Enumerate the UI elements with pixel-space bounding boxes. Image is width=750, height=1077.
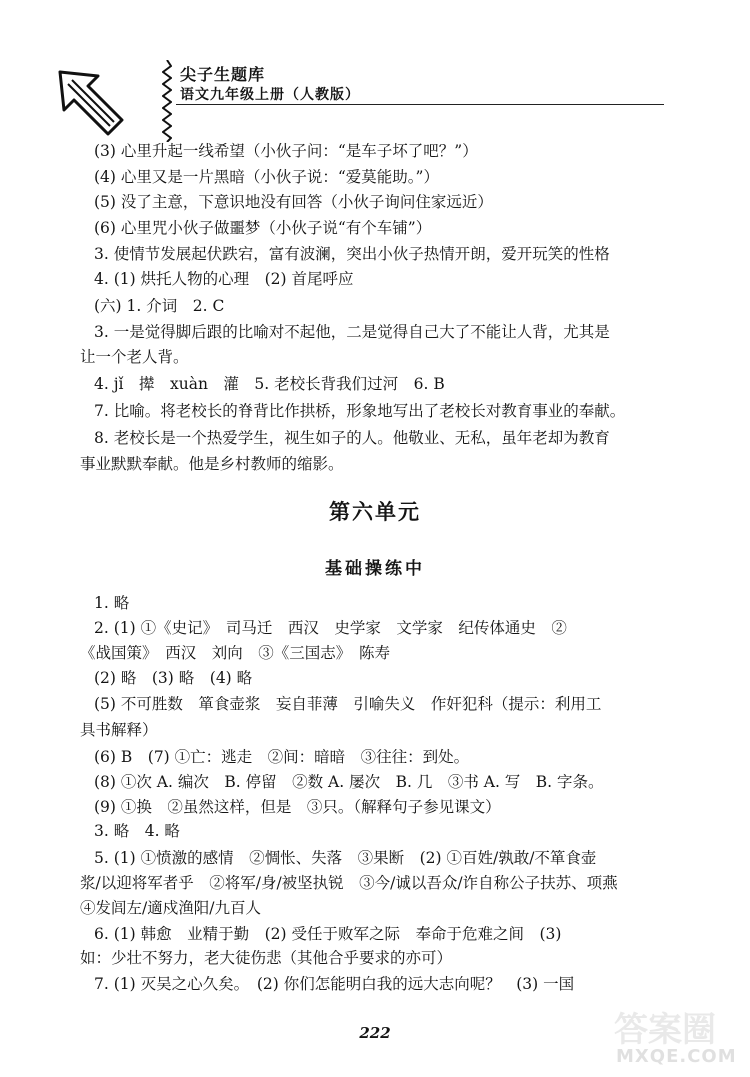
book-subtitle: 语文九年级上册（人教版） [180,87,360,103]
answer-line: 7. 比喻。将老校长的脊背比作拱桥，形象地写出了老校长对教育事业的奉献。 [94,402,626,420]
answer-line: (3) 心里升起一线希望（小伙子问：“是车子坏了吧？”） [94,142,478,160]
answer-line: (8) ①次 A. 编次 B. 停留 ②数 A. 屡次 B. 几 ③书 A. 写 B. 字条。 [94,773,604,791]
answer-line: 3. 略 4. 略 [94,822,180,840]
section-title: 基础操练中 [325,559,425,579]
answer-line: ④发闾左/適戍渔阳/九百人 [80,899,261,917]
wavy-divider [162,60,172,142]
answer-line: (六) 1. 介词 2. C [94,297,225,315]
answer-line: (6) 心里咒小伙子做噩梦（小伙子说“有个车铺”） [94,219,432,237]
watermark-url: MXQE.COM [616,1046,737,1067]
header-rule [176,104,664,105]
answer-line: 4. (1) 烘托人物的心理 (2) 首尾呼应 [94,270,354,288]
answer-line: 3. 一是觉得脚后跟的比喻对不起他，二是觉得自己大了不能让人背，尤其是 [94,323,610,341]
up-left-arrow-icon [58,70,126,138]
book-title: 尖子生题库 [180,65,266,84]
page-number: 222 [359,1024,391,1042]
answer-line: (2) 略 (3) 略 (4) 略 [94,669,253,687]
page-header [52,56,664,148]
answer-line: (9) ①换 ②虽然这样，但是 ③只。（解释句子参见课文） [94,798,501,816]
answer-line: (5) 没了主意，下意识地没有回答（小伙子询问住家远近） [94,193,493,211]
answer-line: 5. (1) ①愤激的感情 ②惆怅、失落 ③果断 (2) ①百姓/孰敢/不箪食壶 [94,849,597,867]
answer-line: (5) 不可胜数 箪食壶浆 妄自菲薄 引喻失义 作奸犯科（提示：利用工 [94,695,602,713]
answer-line: (6) B (7) ①亡：逃走 ②间：暗暗 ③往往：到处。 [94,748,470,766]
answer-line: 1. 略 [94,594,130,612]
answer-line: 6. (1) 韩愈 业精于勤 (2) 受任于败军之际 奉命于危难之间 (3) [94,925,562,943]
answer-line: 《战国策》 西汉 刘向 ③《三国志》 陈寿 [80,644,391,662]
unit-title: 第六单元 [329,499,421,524]
answer-line: 如：少壮不努力，老大徒伤悲（其他合乎要求的亦可） [80,949,453,967]
answer-line: 事业默默奉献。他是乡村教师的缩影。 [80,455,344,473]
answer-line: 3. 使情节发展起伏跌宕，富有波澜，突出小伙子热情开朗，爱开玩笑的性格 [94,245,610,263]
answer-line: (4) 心里又是一片黑暗（小伙子说：“爱莫能助。”） [94,168,439,186]
answer-line: 浆/以迎将军者乎 ②将军/身/被坚执锐 ③今/诚以吾众/诈自称公子扶苏、项燕 [80,874,618,892]
answer-line: 2. (1) ①《史记》 司马迁 西汉 史学家 文学家 纪传体通史 ② [94,619,567,637]
answer-line: 4. jǐ 撵 xuàn 灌 5. 老校长背我们过河 6. B [94,375,445,393]
watermark-logo-text: 答案圈 [614,1010,716,1050]
answer-line: 让一个老人背。 [80,348,189,366]
answer-line: 7. (1) 灭吴之心久矣。 (2) 你们怎能明白我的远大志向呢？ (3) 一国 [94,975,575,993]
watermark-logo [600,1000,740,1070]
answer-line: 8. 老校长是一个热爱学生，视生如子的人。他敬业、无私，虽年老却为教育 [94,429,610,447]
answer-line: 具书解释） [80,721,158,739]
